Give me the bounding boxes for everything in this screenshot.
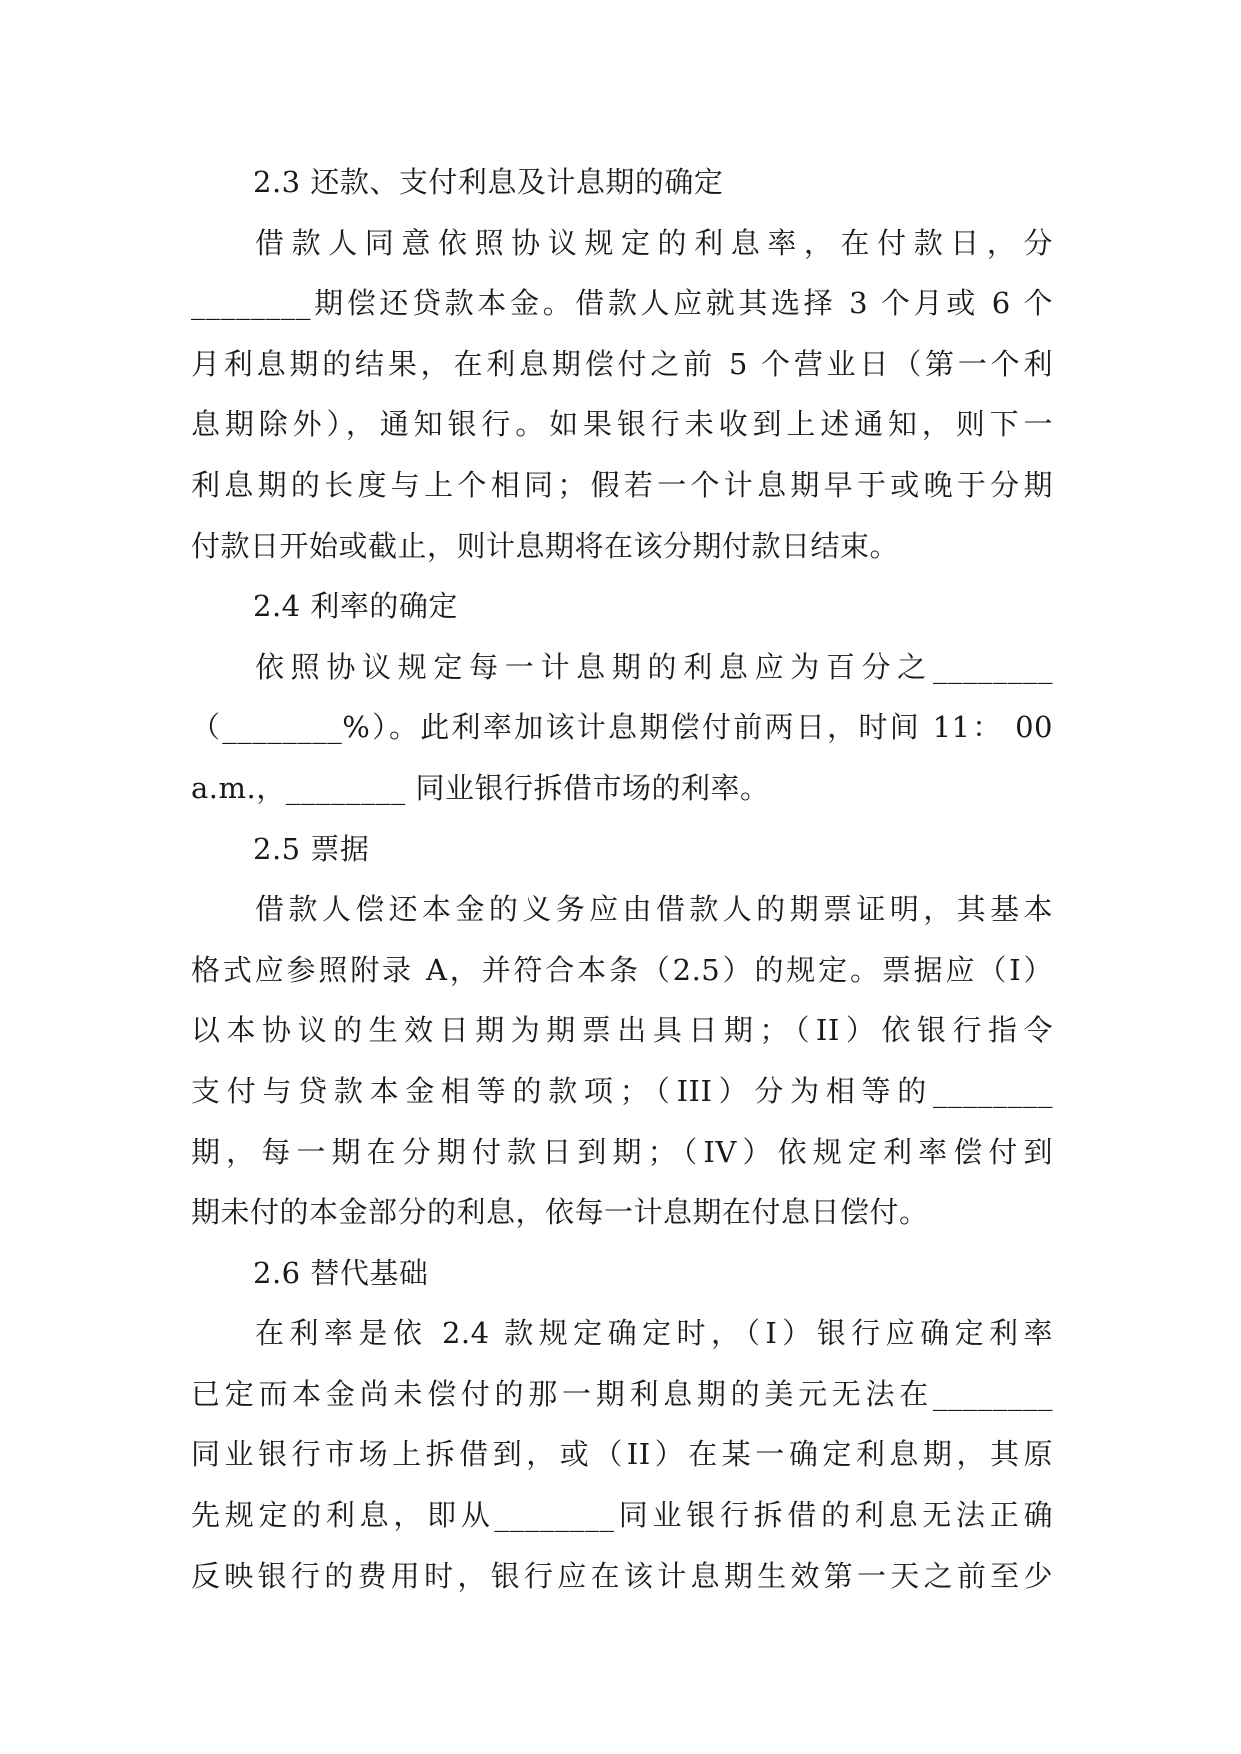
paragraph-line: 依照协议规定每一计息期的利息应为百分之________: [255, 649, 1053, 684]
paragraph-line: 先规定的利息，即从________同业银行拆借的利息无法正确: [191, 1498, 1053, 1533]
paragraph-line: （________%）。此利率加该计息期偿付前两日，时间 11： 00: [191, 710, 1053, 745]
paragraph-line: 同业银行市场上拆借到，或（II）在某一确定利息期，其原: [191, 1437, 1053, 1472]
paragraph-line: 利息期的长度与上个相同；假若一个计息期早于或晚于分期: [191, 467, 1053, 502]
section-heading-2-3: 2.3 还款、支付利息及计息期的确定: [253, 165, 724, 199]
paragraph-line: 息期除外），通知银行。如果银行未收到上述通知，则下一: [191, 407, 1053, 442]
paragraph-line: 在利率是依 2.4 款规定确定时，（I）银行应确定利率: [255, 1316, 1053, 1351]
paragraph-line: a.m.，________ 同业银行拆借市场的利率。: [191, 770, 770, 805]
paragraph-line: 借款人同意依照协议规定的利息率，在付款日，分: [255, 225, 1053, 260]
paragraph-line: 月利息期的结果，在利息期偿付之前 5 个营业日（第一个利: [191, 346, 1053, 381]
paragraph-line: 期未付的本金部分的利息，依每一计息期在付息日偿付。: [191, 1195, 929, 1230]
paragraph-line: 反映银行的费用时，银行应在该计息期生效第一天之前至少: [191, 1558, 1053, 1593]
paragraph-line: 支付与贷款本金相等的款项；（III）分为相等的________: [191, 1073, 1053, 1108]
paragraph-line: ________期偿还贷款本金。借款人应就其选择 3 个月或 6 个: [191, 286, 1053, 321]
paragraph-line: 期，每一期在分期付款日到期；（IV）依规定利率偿付到: [191, 1134, 1053, 1169]
section-heading-2-4: 2.4 利率的确定: [253, 589, 458, 624]
paragraph-line: 已定而本金尚未偿付的那一期利息期的美元无法在________: [191, 1376, 1053, 1411]
section-heading-2-6: 2.6 替代基础: [253, 1255, 429, 1290]
document-page: [191, 152, 1053, 1606]
paragraph-line: 格式应参照附录 A，并符合本条（2.5）的规定。票据应（I）: [191, 952, 1053, 987]
paragraph-line: 付款日开始或截止，则计息期将在该分期付款日结束。: [191, 528, 900, 563]
paragraph-line: 借款人偿还本金的义务应由借款人的期票证明，其基本: [255, 892, 1053, 927]
section-heading-2-5: 2.5 票据: [253, 831, 370, 866]
paragraph-line: 以本协议的生效日期为期票出具日期；（II）依银行指令: [191, 1013, 1053, 1048]
